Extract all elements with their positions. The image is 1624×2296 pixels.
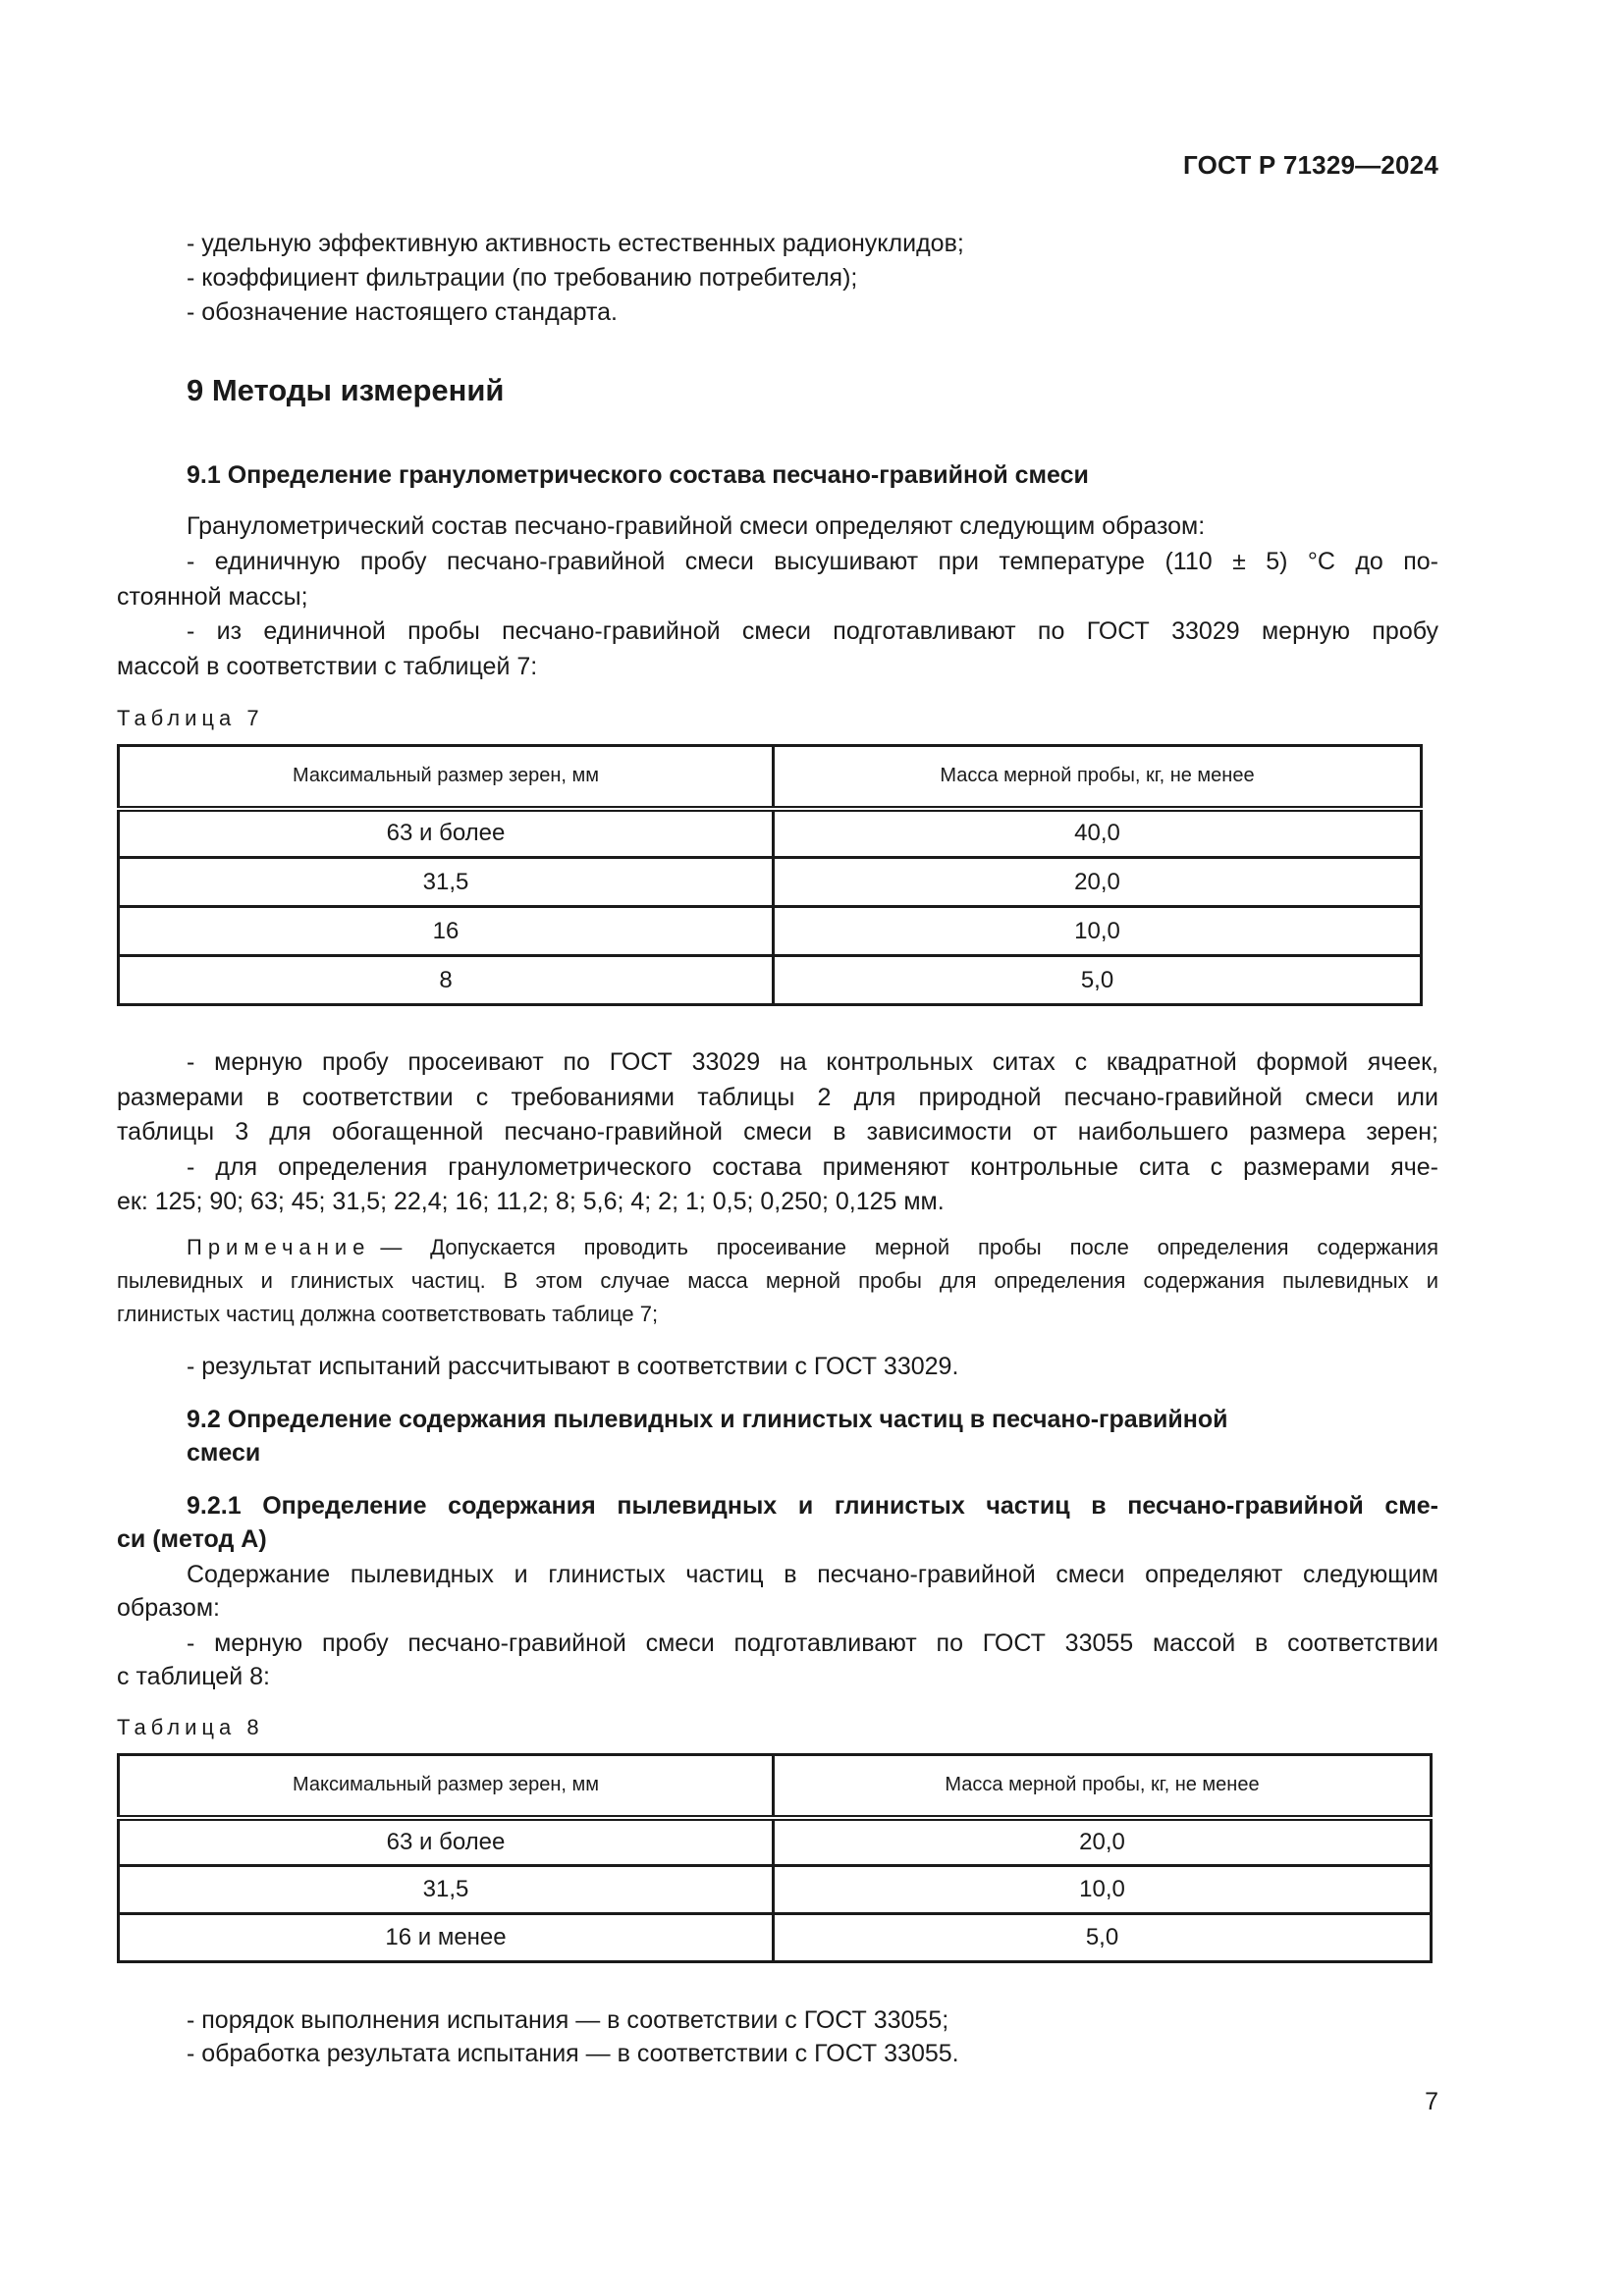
note-label: Примечание xyxy=(187,1235,371,1259)
list-item: - удельную эффективную активность естественных радионуклидов; xyxy=(187,230,964,257)
table-header-cell: Масса мерной пробы, кг, не менее xyxy=(774,1755,1432,1818)
paragraph-line: - мерную пробу песчано-гравийной смеси подготавливают по ГОСТ 33055 массой в соответствии xyxy=(187,1629,1438,1657)
table-row xyxy=(119,1866,1432,1914)
paragraph-line: массой в соответствии с таблицей 7: xyxy=(117,653,538,680)
table-row xyxy=(119,809,1422,858)
paragraph-line: - единичную пробу песчано-гравийной смеси высушивают при температуре (110 ± 5) °С до по- xyxy=(187,548,1438,575)
paragraph-line: образом: xyxy=(117,1594,220,1622)
note-line xyxy=(187,1234,1438,1261)
section-heading-9-2: 9.2 Определение содержания пылевидных и глинистых частиц в песчано-гравийной xyxy=(187,1406,1228,1433)
note-line: пылевидных и глинистых частиц. В этом случае масса мерной пробы для определения содержания пылевидных и xyxy=(117,1268,1438,1293)
table-cell: 63 и более xyxy=(119,809,774,858)
table-cell: 63 и более xyxy=(119,1818,774,1866)
page-number: 7 xyxy=(1425,2088,1438,2115)
paragraph-line: - результат испытаний рассчитывают в соответствии с ГОСТ 33029. xyxy=(187,1353,959,1380)
table-cell: 5,0 xyxy=(774,1914,1432,1962)
table-cell: 10,0 xyxy=(774,1866,1432,1914)
table-header-cell: Максимальный размер зерен, мм xyxy=(119,1755,774,1818)
table-row xyxy=(119,956,1422,1005)
table-header-cell: Масса мерной пробы, кг, не менее xyxy=(774,746,1422,809)
list-item: - обработка результата испытания — в соответствии с ГОСТ 33055. xyxy=(187,2040,959,2067)
section-heading-9-2: смеси xyxy=(187,1439,261,1467)
paragraph-line: стоянной массы; xyxy=(117,583,308,611)
table-cell: 8 xyxy=(119,956,774,1005)
paragraph-line: Гранулометрический состав песчано-гравийной смеси определяют следующим образом: xyxy=(187,512,1206,540)
table-8 xyxy=(117,1753,1433,1963)
paragraph-line: Содержание пылевидных и глинистых частиц в песчано-гравийной смеси определяют следующим xyxy=(187,1561,1438,1588)
paragraph-line: таблицы 3 для обогащенной песчано-гравийной смеси в зависимости от наибольшего размера зерен; xyxy=(117,1118,1438,1146)
table-header-cell: Максимальный размер зерен, мм xyxy=(119,746,774,809)
note-text: — Допускается проводить просеивание мерной пробы после определения содержания xyxy=(380,1235,1438,1259)
table-cell: 5,0 xyxy=(774,956,1422,1005)
table-cell: 16 xyxy=(119,907,774,956)
table-row xyxy=(119,1914,1432,1962)
list-item: - порядок выполнения испытания — в соответствии с ГОСТ 33055; xyxy=(187,2006,949,2034)
section-heading-9-2-1: си (метод А) xyxy=(117,1525,267,1553)
section-heading-9-2-1: 9.2.1 Определение содержания пылевидных и глинистых частиц в песчано-гравийной сме- xyxy=(187,1492,1438,1520)
list-item: - коэффициент фильтрации (по требованию потребителя); xyxy=(187,264,858,292)
table-row xyxy=(119,907,1422,956)
paragraph-line: ек: 125; 90; 63; 45; 31,5; 22,4; 16; 11,2; 8; 5,6; 4; 2; 1; 0,5; 0,250; 0,125 мм. xyxy=(117,1188,945,1215)
note-line: глинистых частиц должна соответствовать таблице 7; xyxy=(117,1302,659,1326)
table-caption: Таблица 8 xyxy=(117,1715,264,1739)
list-item: - обозначение настоящего стандарта. xyxy=(187,298,618,326)
table-cell: 20,0 xyxy=(774,1818,1432,1866)
paragraph-line: - из единичной пробы песчано-гравийной смеси подготавливают по ГОСТ 33029 мерную пробу xyxy=(187,617,1438,645)
paragraph-line: с таблицей 8: xyxy=(117,1663,270,1690)
table-row xyxy=(119,1818,1432,1866)
paragraph-line: размерами в соответствии с требованиями таблицы 2 для природной песчано-гравийной смеси или xyxy=(117,1084,1438,1111)
table-cell: 40,0 xyxy=(774,809,1422,858)
standard-id-header: ГОСТ Р 71329—2024 xyxy=(1183,150,1438,180)
table-cell: 20,0 xyxy=(774,858,1422,907)
section-heading-9-1: 9.1 Определение гранулометрического состава песчано-гравийной смеси xyxy=(187,461,1089,489)
section-heading-9: 9 Методы измерений xyxy=(187,373,505,407)
table-row xyxy=(119,858,1422,907)
paragraph-line: - мерную пробу просеивают по ГОСТ 33029 на контрольных ситах с квадратной формой ячеек, xyxy=(187,1048,1438,1076)
table-cell: 16 и менее xyxy=(119,1914,774,1962)
table-cell: 31,5 xyxy=(119,858,774,907)
table-cell: 10,0 xyxy=(774,907,1422,956)
table-cell: 31,5 xyxy=(119,1866,774,1914)
table-7 xyxy=(117,744,1423,1006)
table-caption: Таблица 7 xyxy=(117,706,264,730)
paragraph-line: - для определения гранулометрического состава применяют контрольные сита с размерами яче- xyxy=(187,1153,1438,1181)
